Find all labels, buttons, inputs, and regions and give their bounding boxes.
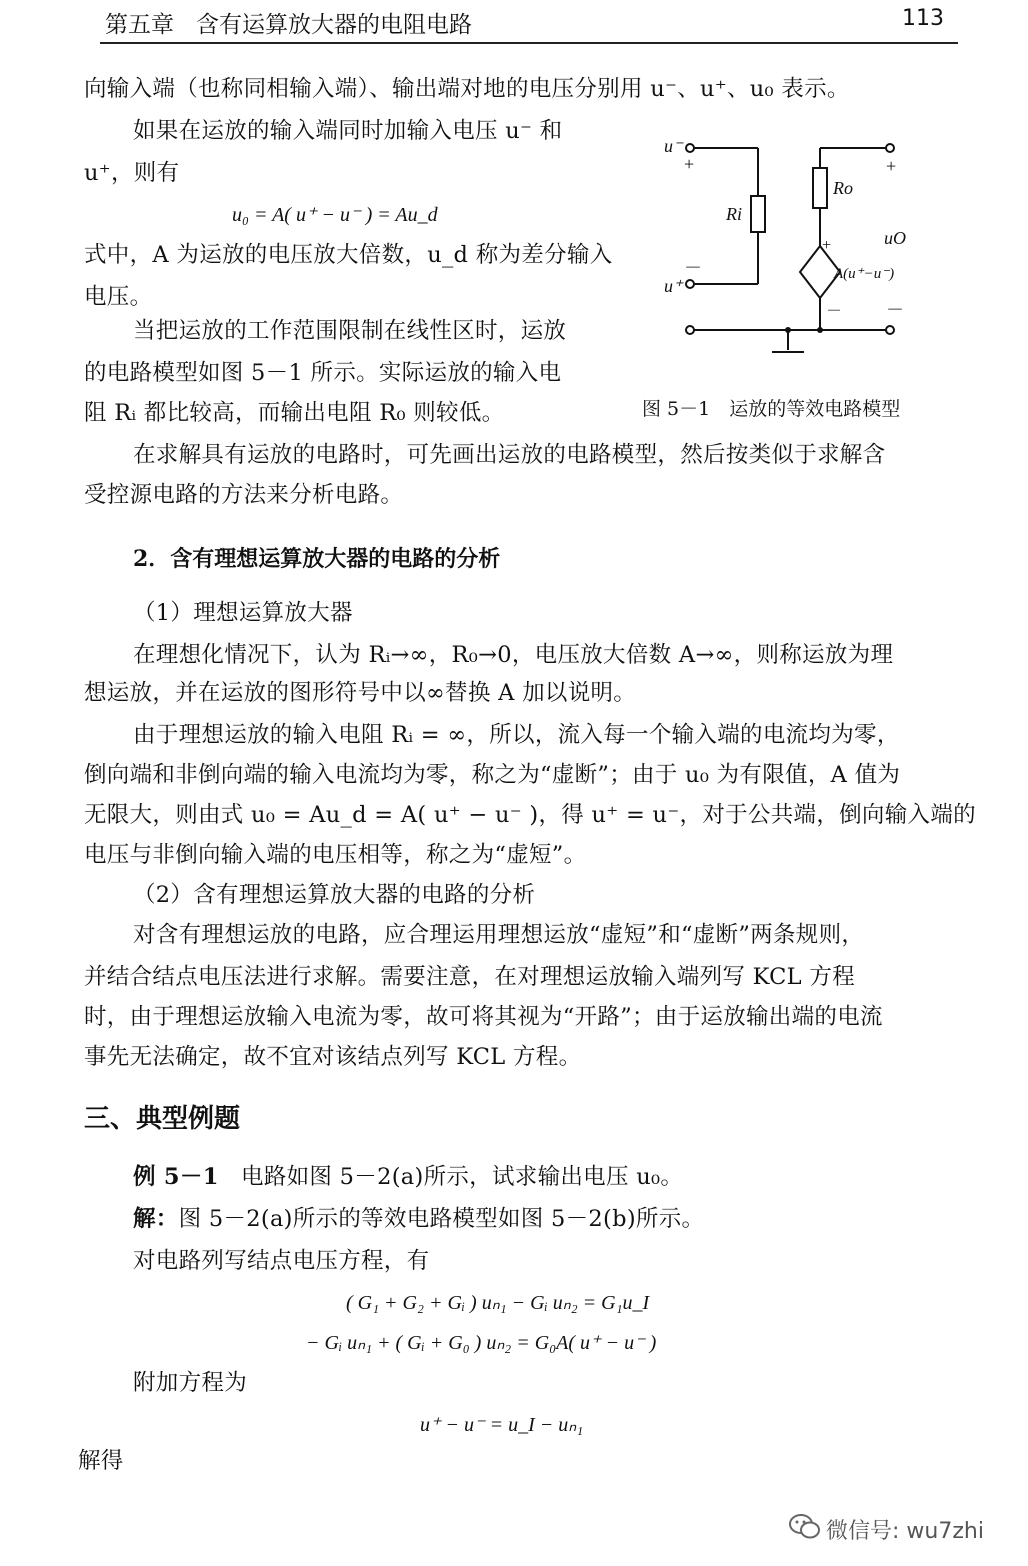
paragraph-line: 并结合结点电压法进行求解。需要注意，在对理想运放输入端列写 KCL 方程	[84, 964, 855, 990]
resistor-ri	[751, 196, 765, 232]
page-number: 113	[902, 6, 944, 31]
equation: u₀ = A( u⁺ − u⁻ ) = Au_d	[232, 204, 438, 226]
chapter-number: 第五章	[105, 12, 174, 38]
label-u-plus: u⁺	[664, 276, 683, 296]
paragraph-line: 阻 Rᵢ 都比较高，而输出电阻 R₀ 则较低。	[84, 400, 505, 426]
example-text: 电路如图 5－2(a)所示，试求输出电压 u₀。	[241, 1164, 684, 1190]
paragraph-line: 受控源电路的方法来分析电路。	[84, 482, 404, 508]
label-output-minus: －	[886, 300, 904, 320]
watermark-text: 微信号: wu7zhi	[826, 1519, 984, 1544]
example-label: 例 5－1	[133, 1164, 219, 1190]
paragraph-line: 时，由于理想运放输入电流为零，故可将其视为“开路”；由于运放输出端的电流	[84, 1004, 883, 1030]
paragraph-line: 的电路模型如图 5－1 所示。实际运放的输入电	[84, 360, 562, 386]
running-header	[105, 6, 472, 39]
resistor-ro	[813, 168, 827, 208]
label-source-plus: +	[822, 237, 832, 254]
paragraph-line: 由于理想运放的输入电阻 Rᵢ = ∞，所以，流入每一个输入端的电流均为零，	[133, 722, 900, 748]
subsection-heading: （1）理想运算放大器	[133, 600, 353, 626]
paragraph-line: 电压与非倒向输入端的电压相等，称之为“虚短”。	[84, 842, 587, 868]
paragraph-line: 当把运放的工作范围限制在线性区时，运放	[133, 318, 567, 344]
paragraph-line: 在求解具有运放的电路时，可先画出运放的电路模型，然后按类似于求解含	[133, 442, 886, 468]
section-heading: 2．含有理想运算放大器的电路的分析	[133, 546, 501, 572]
label-plus-top: +	[684, 154, 695, 174]
example-line	[133, 1162, 683, 1192]
op-amp-model-figure	[650, 128, 950, 360]
solution-text: 图 5－2(a)所示的等效电路模型如图 5－2(b)所示。	[178, 1206, 705, 1232]
paragraph-line: 式中，A 为运放的电压放大倍数，u_d 称为差分输入	[84, 242, 613, 268]
label-uo: uO	[884, 228, 906, 248]
solution-label: 解：	[133, 1206, 179, 1232]
paragraph-line: 事先无法确定，故不宜对该结点列写 KCL 方程。	[84, 1044, 582, 1070]
paragraph-line: 在理想化情况下，认为 Rᵢ→∞，R₀→0，电压放大倍数 A→∞，则称运放为理	[133, 642, 894, 668]
paragraph-line: 无限大，则由式 u₀ = Au_d = A( u⁺ − u⁻ )，得 u⁺ = u⁻，对于公共端，倒向输入端的	[84, 802, 976, 828]
label-ro: Ro	[833, 178, 853, 198]
figure-caption: 图 5－1 运放的等效电路模型	[642, 398, 901, 420]
paragraph-line: 如果在运放的输入端同时加输入电压 u⁻ 和	[133, 118, 563, 144]
subsection-heading: （2）含有理想运算放大器的电路的分析	[133, 882, 536, 908]
paragraph-line: 倒向端和非倒向端的输入电流均为零，称之为“虚断”；由于 u₀ 为有限值，A 值为	[84, 762, 901, 788]
wechat-icon	[788, 1512, 822, 1542]
label-source-value: A(u⁺−u⁻)	[834, 266, 895, 282]
chapter-section-heading: 三、典型例题	[84, 1104, 241, 1134]
label-source-minus: －	[826, 303, 843, 320]
paragraph-line: 解得	[78, 1448, 124, 1474]
paragraph-line: 想运放，并在运放的图形符号中以∞替换 A 加以说明。	[84, 680, 637, 706]
equation: − Gᵢ uₙ₁ + ( Gᵢ + G₀ ) uₙ₂ = G₀A( u⁺ − u⁻ )	[306, 1332, 657, 1354]
terminal-u-plus	[686, 280, 694, 288]
chapter-title: 含有运算放大器的电阻电路	[195, 12, 472, 38]
paragraph-line: 向输入端（也称同相输入端）、输出端对地的电压分别用 u⁻、u⁺、u₀ 表示。	[84, 76, 850, 102]
label-output-plus: +	[886, 156, 897, 176]
equation: ( G₁ + G₂ + Gᵢ ) uₙ₁ − Gᵢ uₙ₂ = G₁u_I	[346, 1292, 650, 1314]
terminal-u-minus	[686, 144, 694, 152]
label-u-minus: u⁻	[664, 136, 683, 156]
terminal-output	[886, 144, 894, 152]
paragraph-line: 对含有理想运放的电路，应合理运用理想运放“虚短”和“虚断”两条规则，	[133, 922, 865, 948]
paragraph-line: 附加方程为	[133, 1370, 248, 1396]
paragraph-line: 电压。	[84, 284, 153, 310]
paragraph-line: 对电路列写结点电压方程，有	[133, 1248, 430, 1274]
label-minus-bottom: －	[684, 258, 702, 278]
header-rule	[100, 42, 958, 44]
label-ri: Ri	[726, 204, 742, 224]
paragraph-line: u⁺，则有	[84, 160, 180, 186]
equation: u⁺ − u⁻ = u_I − uₙ₁	[420, 1414, 584, 1436]
solution-line	[133, 1204, 704, 1234]
